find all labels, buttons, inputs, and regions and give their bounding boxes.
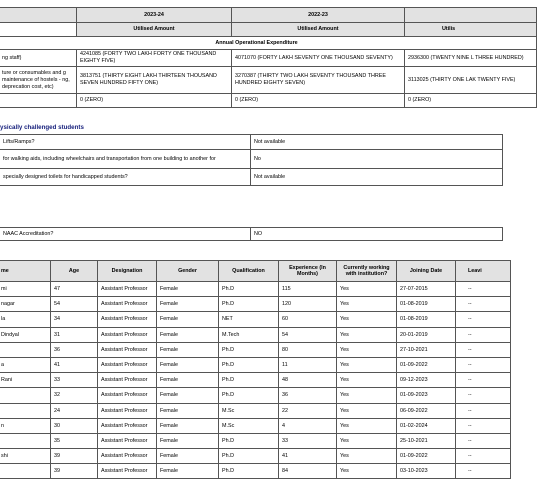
table-cell: 27-10-2021 [397,342,456,357]
table-cell: Female [157,433,219,448]
table-cell: 47 [51,282,98,297]
section-title: ysically challenged students [0,124,84,131]
table-cell: Ph.D [219,388,279,403]
column-header: Age [51,261,98,282]
column-header: Qualification [219,261,279,282]
table-cell: Assistant Professor [98,464,157,479]
table-cell: Ph.D [219,464,279,479]
table-cell: M.Sc [219,418,279,433]
table-row [0,327,511,342]
table-cell: Female [157,327,219,342]
utilised-header-clipped: Utilis [405,23,537,37]
table-cell: Assistant Professor [98,357,157,372]
table-cell: 01-08-2019 [397,297,456,312]
table-cell: 24 [51,403,98,418]
table-cell: nagar [0,297,51,312]
table-cell: -- [456,282,511,297]
table-cell: Assistant Professor [98,282,157,297]
table-cell: Yes [337,388,397,403]
table-cell: Assistant Professor [98,388,157,403]
table-cell: Yes [337,282,397,297]
table-cell: Assistant Professor [98,327,157,342]
table-cell: Yes [337,342,397,357]
table-cell: 80 [279,342,337,357]
empty-cell [0,23,77,37]
table-cell: M.Tech [219,327,279,342]
table-cell: 36 [51,342,98,357]
table-cell: 03-10-2023 [397,464,456,479]
table-row [0,403,511,418]
table-cell: -- [456,312,511,327]
table-cell: Yes [337,403,397,418]
table-cell: Ph.D [219,357,279,372]
column-header: me [0,261,51,282]
year-2022-23: 2022-23 [232,8,405,23]
table-cell: a [0,357,51,372]
table-cell: 33 [51,373,98,388]
table-row [0,464,511,479]
column-header: Designation [98,261,157,282]
table-cell: Female [157,342,219,357]
question-label: specially designed toilets for handicapped students? [0,169,251,186]
table-cell: Yes [337,327,397,342]
table-cell: Yes [337,418,397,433]
question-label: for walking aids, including wheelchairs and transportation from one building to another for [0,150,251,169]
table-cell: 4 [279,418,337,433]
table-cell: Assistant Professor [98,449,157,464]
table-cell: Ph.D [219,373,279,388]
table-cell: Assistant Professor [98,373,157,388]
table-cell: 01-08-2019 [397,312,456,327]
table-cell: Female [157,357,219,372]
year-header [0,8,77,23]
table-cell: -- [456,357,511,372]
row-value: 3813751 (THIRTY EIGHT LAKH THIRTEEN THOUSAND SEVEN HUNDRED FIFTY ONE) [77,67,232,94]
table-cell: -- [456,373,511,388]
row-value: 3113025 (THIRTY ONE LAK TWENTY FIVE) [405,67,537,94]
table-cell: Yes [337,449,397,464]
table-cell: 01-09-2023 [397,388,456,403]
table-cell: -- [456,297,511,312]
row-label [0,94,77,108]
table-cell: -- [456,464,511,479]
row-label: ture or consumables and g maintenance of hostels - ng, deprecation cost, etc) [0,67,77,94]
year-2021-22 [405,8,537,23]
table-cell: 06-09-2022 [397,403,456,418]
table-cell [0,403,51,418]
table-cell: Dindyal [0,327,51,342]
table-cell: mi [0,282,51,297]
table-cell: 27-07-2015 [397,282,456,297]
table-cell: 31 [51,327,98,342]
table-cell: Ph.D [219,342,279,357]
table-cell: Assistant Professor [98,418,157,433]
row-value: 4071070 (FORTY LAKH SEVENTY ONE THOUSAND SEVENTY) [232,50,405,67]
table-cell: 84 [279,464,337,479]
table-cell: -- [456,449,511,464]
table-row [0,433,511,448]
table-cell: M.Sc [219,403,279,418]
table-cell: Assistant Professor [98,433,157,448]
answer-value: Not available [251,135,503,150]
table-cell: Yes [337,433,397,448]
column-header: Experience (In Months) [279,261,337,282]
table-cell: -- [456,433,511,448]
table-cell: 01-09-2022 [397,357,456,372]
table-cell: Female [157,449,219,464]
table-cell: 54 [51,297,98,312]
table-cell: Ph.D [219,433,279,448]
table-cell: Ph.D [219,297,279,312]
column-header: Joining Date [397,261,456,282]
table-cell [0,342,51,357]
table-cell: 11 [279,357,337,372]
table-row [0,297,511,312]
table-cell: 20-01-2019 [397,327,456,342]
table-row [0,312,511,327]
table-cell: Yes [337,373,397,388]
year-2023-24: 2023-24 [77,8,232,23]
faculty-table [0,260,511,479]
table-cell: Assistant Professor [98,342,157,357]
table-cell: Female [157,373,219,388]
table-cell: 32 [51,388,98,403]
table-cell: 30 [51,418,98,433]
table-row [0,282,511,297]
table-cell: Female [157,388,219,403]
table-cell: Female [157,418,219,433]
table-cell: Assistant Professor [98,297,157,312]
table-cell: 39 [51,464,98,479]
table-cell: Ph.D [219,449,279,464]
table-row [0,342,511,357]
table-cell: -- [456,388,511,403]
table-cell: 39 [51,449,98,464]
table-cell: Yes [337,297,397,312]
accreditation-table [0,227,503,241]
table-cell: 01-02-2024 [397,418,456,433]
table-cell: Rani [0,373,51,388]
column-header: Leavi [456,261,511,282]
table-cell: 25-10-2021 [397,433,456,448]
table-cell: Female [157,403,219,418]
column-header: Currently working with institution? [337,261,397,282]
table-cell: Female [157,464,219,479]
table-cell: Assistant Professor [98,312,157,327]
table-row [0,357,511,372]
row-value: 2936300 (TWENTY NINE L THREE HUNDRED) [405,50,537,67]
row-value: 0 (ZERO) [77,94,232,108]
row-value: 0 (ZERO) [232,94,405,108]
row-value: 3270387 (THIRTY TWO LAKH SEVENTY THOUSAND THREE HUNDRED EIGHTY SEVEN) [232,67,405,94]
table-cell: 41 [51,357,98,372]
table-cell: Yes [337,464,397,479]
table-cell: Ph.D [219,282,279,297]
column-header: Gender [157,261,219,282]
table-cell: 35 [51,433,98,448]
table-cell: Female [157,297,219,312]
table-row [0,373,511,388]
table-cell: 60 [279,312,337,327]
table-cell: 41 [279,449,337,464]
table-cell: -- [456,418,511,433]
table-cell: 09-12-2023 [397,373,456,388]
expenditure-table [0,7,537,108]
question-label: Lifts/Ramps? [0,135,251,150]
table-cell [0,464,51,479]
table-cell: -- [456,327,511,342]
table-cell: Female [157,312,219,327]
table-cell: Yes [337,312,397,327]
table-cell: -- [456,403,511,418]
faculty-header-row [0,261,511,282]
table-cell: 22 [279,403,337,418]
row-value: 4241085 (FORTY TWO LAKH FORTY ONE THOUSAND EIGHTY FIVE) [77,50,232,67]
answer-value: No [251,150,503,169]
table-cell: 36 [279,388,337,403]
table-cell: Assistant Professor [98,403,157,418]
row-label: ng staff) [0,50,77,67]
table-cell: 33 [279,433,337,448]
table-cell: Yes [337,357,397,372]
table-cell: 120 [279,297,337,312]
table-cell: 01-09-2022 [397,449,456,464]
table-cell: 34 [51,312,98,327]
table-cell: 48 [279,373,337,388]
accessibility-table [0,134,503,186]
table-cell: -- [456,342,511,357]
utilised-header: Utilised Amount [232,23,405,37]
table-cell: n [0,418,51,433]
section-heading: Annual Operational Expenditure [0,37,537,50]
row-value: 0 (ZERO) [405,94,537,108]
utilised-header: Utilised Amount [77,23,232,37]
table-row [0,388,511,403]
table-cell: shi [0,449,51,464]
table-cell: 115 [279,282,337,297]
answer-value: NO [251,228,503,241]
table-row [0,418,511,433]
answer-value: Not available [251,169,503,186]
table-cell [0,388,51,403]
question-label: NAAC Accreditation? [0,228,251,241]
table-cell: la [0,312,51,327]
table-row [0,449,511,464]
table-cell: 54 [279,327,337,342]
table-cell: Female [157,282,219,297]
table-cell: NET [219,312,279,327]
table-cell [0,433,51,448]
